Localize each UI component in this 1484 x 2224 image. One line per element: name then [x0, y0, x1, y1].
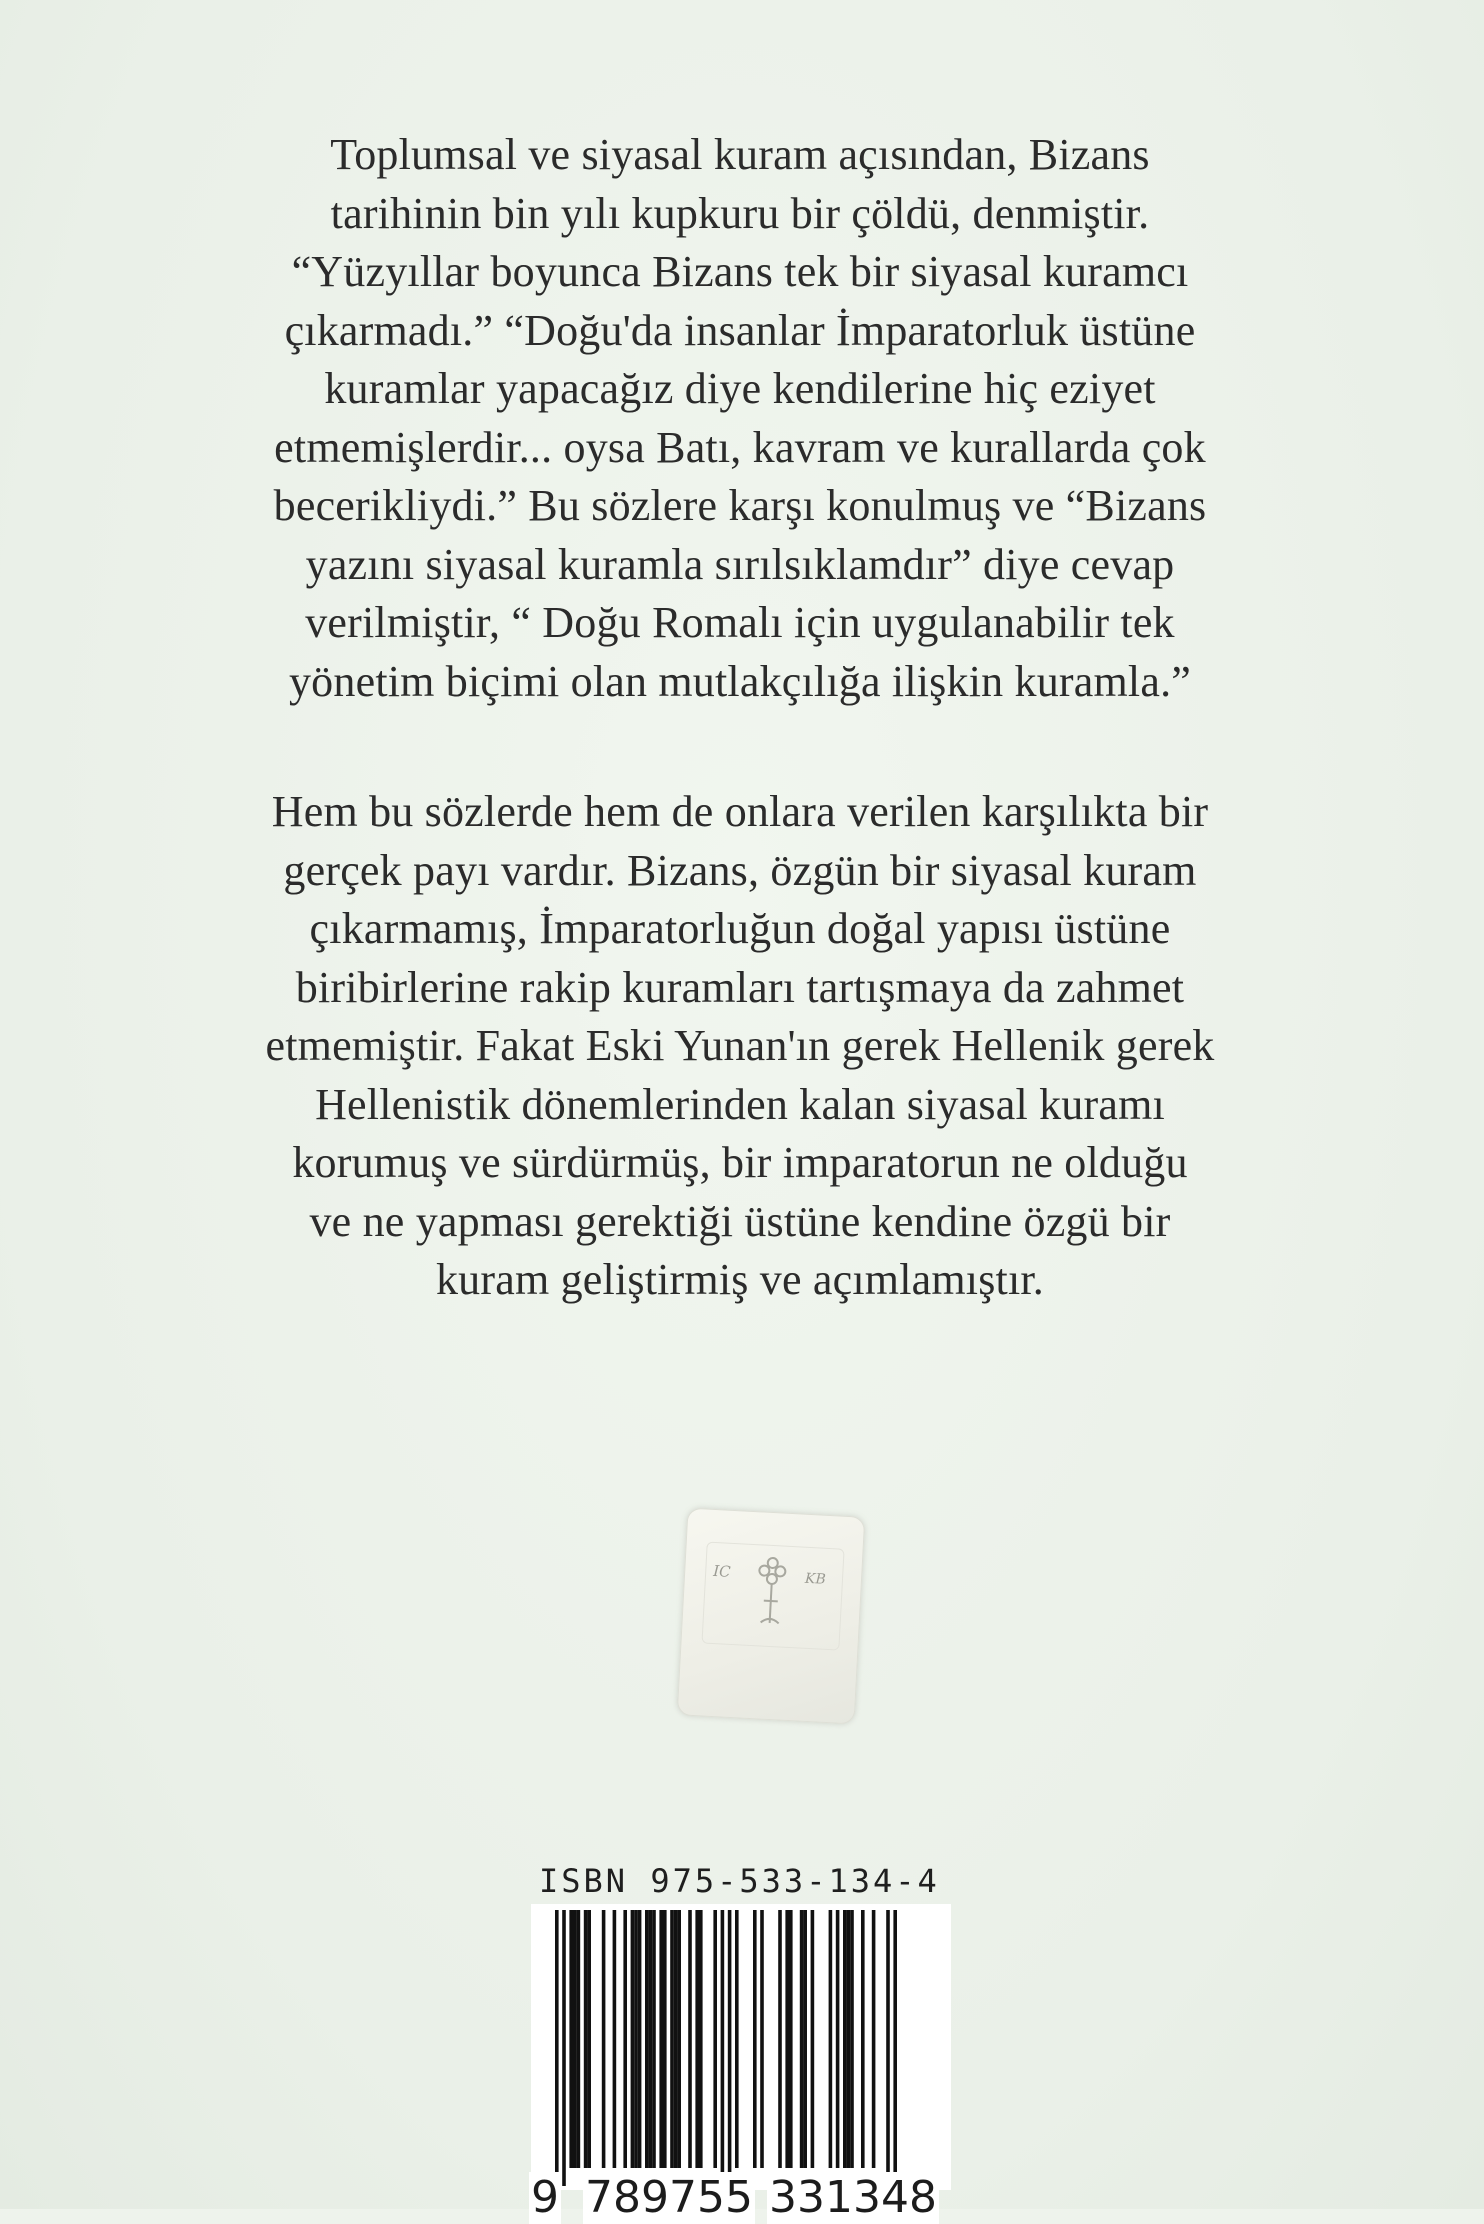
barcode-guard-bar	[886, 1910, 890, 2186]
text-line: becerikliydi.” Bu sözlere karşı konulmuş ve “Bizans	[273, 481, 1207, 530]
barcode-bar	[760, 1910, 764, 2168]
barcode-bar	[753, 1910, 757, 2168]
text-line: kuram geliştirmiş ve açımlamıştır.	[435, 1255, 1045, 1304]
text-line: “Yüzyıllar boyunca Bizans tek bir siyasal kuramcı	[291, 247, 1189, 296]
text-line: verilmiştir, “ Doğu Romalı için uygulanabilir tek	[305, 598, 1175, 647]
text-line: etmemiştir. Fakat Eski Yunan'ın gerek Hellenik gerek	[265, 1021, 1215, 1070]
barcode-guard-bar	[728, 1910, 732, 2186]
barcode-bar	[688, 1910, 692, 2168]
barcode-bar	[829, 1910, 833, 2168]
sticker-right-text: KB	[804, 1570, 827, 1588]
barcode-bar	[649, 1910, 653, 2168]
barcode-bar	[800, 1910, 804, 2168]
barcode-bar	[695, 1910, 699, 2168]
barcode-bar	[836, 1910, 840, 2168]
barcode-bar	[623, 1910, 627, 2168]
text-line: Toplumsal ve siyasal kuram açısından, Bizans	[330, 130, 1150, 179]
barcode-bar	[652, 1910, 656, 2168]
barcode-digit-group-2: 331348	[769, 2172, 937, 2223]
isbn-barcode	[531, 1862, 951, 2223]
barcode-bar	[713, 1910, 717, 2168]
barcode-guard-bar	[562, 1910, 566, 2186]
barcode-guard-bar	[893, 1910, 897, 2186]
barcode-bar	[872, 1910, 876, 2168]
text-line: yönetim biçimi olan mutlakçılığa ilişkin kuramla.”	[288, 656, 1192, 706]
barcode-bar	[699, 1910, 703, 2168]
barcode-guard-bar	[555, 1910, 559, 2186]
text-line: tarihinin bin yılı kupkuru bir çöldü, denmiştir.	[330, 188, 1150, 238]
barcode-bar	[861, 1910, 865, 2168]
barcode-bar	[569, 1910, 573, 2168]
barcode-bar	[584, 1910, 588, 2168]
text-line: çıkarmamış, İmparatorluğun doğal yapısı üstüne	[309, 904, 1171, 953]
barcode-bar	[674, 1910, 678, 2168]
barcode-bar	[631, 1910, 635, 2168]
text-line: Hellenistik dönemlerinden kalan siyasal kuramı	[315, 1079, 1165, 1129]
barcode-bar	[573, 1910, 577, 2168]
blurb-paragraph-1	[140, 126, 1340, 711]
barcode-guard-bar	[721, 1910, 725, 2186]
publisher-sticker	[677, 1507, 866, 1724]
barcode-bar	[659, 1910, 663, 2168]
barcode-bar	[847, 1910, 851, 2168]
barcode-bars	[531, 1904, 951, 2190]
barcode-bar	[645, 1910, 649, 2168]
barcode-bar	[850, 1910, 854, 2168]
isbn-label: ISBN 975-533-134-4	[539, 1862, 940, 1900]
barcode-background	[531, 1904, 951, 2223]
text-line: korumuş ve sürdürmüş, bir imparatorun ne olduğu	[292, 1138, 1188, 1187]
text-line: etmemişlerdir... oysa Batı, kavram ve kurallarda çok	[274, 422, 1206, 472]
text-line: yazını siyasal kuramla sırılsıklamdır” diye cevap	[305, 539, 1175, 589]
text-line: Hem bu sözlerde hem de onlara verilen karşılıkta bir	[271, 787, 1209, 836]
barcode-bar	[663, 1910, 667, 2168]
text-line: gerçek payı vardır. Bizans, özgün bir siyasal kuram	[283, 845, 1197, 895]
text-line: biribirlerine rakip kuramları tartışmaya da zahmet	[295, 962, 1185, 1012]
text-line: ve ne yapması gerektiği üstüne kendine özgü bir	[309, 1196, 1171, 1246]
barcode-bar	[577, 1910, 581, 2168]
barcode-bar	[670, 1910, 674, 2168]
text-line: kuramlar yapacağız diye kendilerine hiç eziyet	[324, 364, 1156, 413]
barcode-bar	[677, 1910, 681, 2168]
barcode-bar	[602, 1910, 606, 2168]
barcode-bar	[811, 1910, 815, 2168]
barcode-bar	[634, 1910, 638, 2168]
barcode-bar	[778, 1910, 782, 2168]
barcode-bar	[613, 1910, 617, 2168]
cross-emblem-icon	[752, 1552, 790, 1634]
sticker-left-text: IC	[712, 1561, 732, 1581]
barcode-bar	[735, 1910, 739, 2168]
barcode-bar	[785, 1910, 789, 2168]
barcode-digit-first: 9	[531, 2172, 559, 2223]
barcode-digit-group-1: 789755	[585, 2172, 753, 2223]
barcode-bar	[638, 1910, 642, 2168]
barcode-bar	[789, 1910, 793, 2168]
text-line: çıkarmadı.” “Doğu'da insanlar İmparatorluk üstüne	[284, 305, 1196, 355]
barcode-bar	[843, 1910, 847, 2168]
blurb-paragraph-2	[140, 783, 1340, 1310]
barcode-bar	[587, 1910, 591, 2168]
barcode-bar	[803, 1910, 807, 2168]
